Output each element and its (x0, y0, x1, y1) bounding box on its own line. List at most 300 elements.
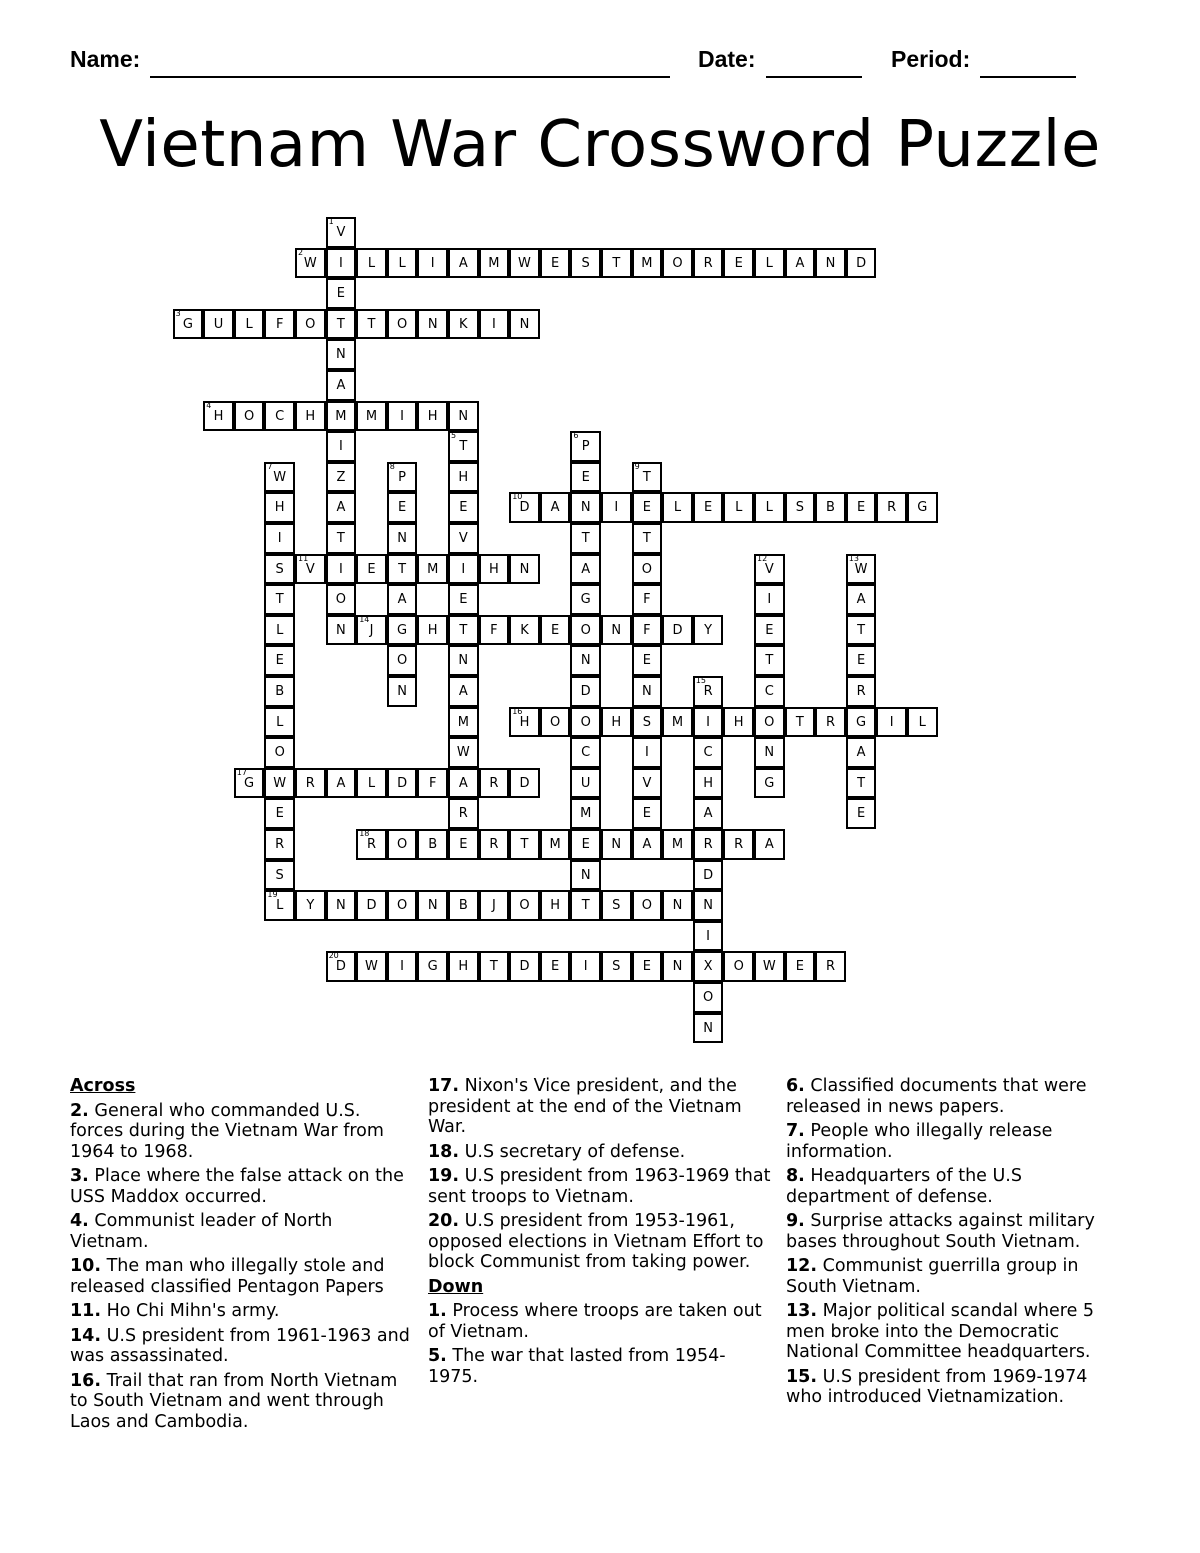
crossword-cell[interactable] (295, 768, 326, 799)
crossword-cell[interactable] (693, 982, 724, 1013)
crossword-cell[interactable] (632, 737, 663, 768)
crossword-cell[interactable] (448, 248, 479, 279)
crossword-cell[interactable] (846, 615, 877, 646)
crossword-cell[interactable] (723, 829, 754, 860)
crossword-cell[interactable] (570, 951, 601, 982)
crossword-cell[interactable] (509, 951, 540, 982)
crossword-cell[interactable] (570, 462, 601, 493)
cell-letter: A (795, 255, 805, 271)
crossword-cell[interactable] (479, 890, 510, 921)
crossword-cell[interactable] (846, 676, 877, 707)
crossword-cell[interactable] (754, 829, 785, 860)
cell-letter: N (458, 653, 469, 669)
crossword-cell[interactable] (356, 768, 387, 799)
crossword-cell[interactable] (693, 676, 724, 707)
crossword-cell[interactable] (815, 707, 846, 738)
crossword-cell[interactable] (723, 707, 754, 738)
crossword-cell[interactable] (203, 401, 234, 432)
cell-letter: L (276, 714, 284, 730)
crossword-cell[interactable] (601, 890, 632, 921)
clue-down-7: 7. People who illegally release information. (786, 1121, 1053, 1162)
crossword-cell[interactable] (846, 554, 877, 585)
cell-letter: M (457, 714, 469, 730)
crossword-cell[interactable] (387, 492, 418, 523)
cell-letter: P (398, 469, 407, 485)
crossword-cell[interactable] (632, 676, 663, 707)
crossword-cell[interactable] (448, 309, 479, 340)
crossword-cell[interactable] (295, 248, 326, 279)
crossword-cell[interactable] (540, 829, 571, 860)
crossword-cell[interactable] (632, 554, 663, 585)
crossword-cell[interactable] (234, 401, 265, 432)
crossword-cell[interactable] (632, 462, 663, 493)
crossword-cell[interactable] (693, 1013, 724, 1044)
crossword-cell[interactable] (632, 248, 663, 279)
crossword-cell[interactable] (234, 768, 265, 799)
crossword-cell[interactable] (326, 339, 357, 370)
crossword-cell[interactable] (632, 615, 663, 646)
crossword-cell[interactable] (509, 707, 540, 738)
cell-letter: N (764, 745, 775, 761)
crossword-cell[interactable] (326, 248, 357, 279)
crossword-cell[interactable] (479, 554, 510, 585)
crossword-cell[interactable] (356, 951, 387, 982)
crossword-cell[interactable] (264, 309, 295, 340)
crossword-cell[interactable] (326, 278, 357, 309)
crossword-cell[interactable] (570, 676, 601, 707)
crossword-cell[interactable] (203, 309, 234, 340)
cell-letter: M (549, 837, 561, 852)
crossword-cell[interactable] (693, 890, 724, 921)
cell-letter: N (519, 561, 530, 577)
crossword-cell[interactable] (815, 951, 846, 982)
crossword-cell[interactable] (723, 248, 754, 279)
crossword-cell[interactable] (479, 951, 510, 982)
crossword-cell[interactable] (662, 829, 693, 860)
crossword-cell[interactable] (632, 584, 663, 615)
cell-letter: T (520, 837, 529, 852)
crossword-cell[interactable] (295, 554, 326, 585)
crossword-cell[interactable] (448, 584, 479, 615)
crossword-cell[interactable] (907, 492, 938, 523)
crossword-cell[interactable] (570, 554, 601, 585)
crossword-cell[interactable] (693, 768, 724, 799)
crossword-cell[interactable] (632, 768, 663, 799)
crossword-cell[interactable] (846, 492, 877, 523)
crossword-cell[interactable] (417, 401, 448, 432)
crossword-cell[interactable] (693, 248, 724, 279)
cell-letter: A (336, 775, 346, 791)
crossword-cell[interactable] (632, 523, 663, 554)
crossword-cell[interactable] (785, 951, 816, 982)
crossword-cell[interactable] (540, 951, 571, 982)
crossword-cell[interactable] (570, 431, 601, 462)
cell-letter: O (549, 714, 561, 730)
cell-letter: F (428, 775, 437, 791)
crossword-cell[interactable] (570, 737, 601, 768)
cell-letter: M (335, 408, 347, 424)
crossword-cell[interactable] (632, 707, 663, 738)
crossword-cell[interactable] (448, 951, 479, 982)
crossword-cell[interactable] (509, 768, 540, 799)
crossword-cell[interactable] (509, 890, 540, 921)
crossword-cell[interactable] (540, 492, 571, 523)
crossword-cell[interactable] (693, 860, 724, 891)
crossword-cell[interactable] (448, 462, 479, 493)
crossword-cell[interactable] (479, 829, 510, 860)
crossword-cell[interactable] (356, 309, 387, 340)
crossword-cell[interactable] (632, 829, 663, 860)
crossword-cell[interactable] (356, 248, 387, 279)
crossword-cell[interactable] (264, 462, 295, 493)
crossword-cell[interactable] (509, 309, 540, 340)
cell-letter: K (520, 622, 529, 638)
crossword-cell[interactable] (509, 554, 540, 585)
crossword-cell[interactable] (417, 554, 448, 585)
crossword-cell[interactable] (417, 615, 448, 646)
cell-letter: T (275, 592, 284, 608)
cell-letter: O (396, 316, 408, 332)
cell-letter: M (365, 408, 378, 424)
crossword-cell[interactable] (570, 860, 601, 891)
cell-letter: T (581, 531, 590, 546)
crossword-cell[interactable] (785, 248, 816, 279)
cell-letter: C (581, 745, 591, 761)
crossword-cell[interactable] (448, 768, 479, 799)
crossword-cell[interactable] (264, 523, 295, 554)
cell-letter: M (488, 255, 500, 271)
crossword-cell[interactable] (326, 554, 357, 585)
crossword-cell[interactable] (264, 737, 295, 768)
across-heading: Across (70, 1076, 136, 1096)
clue-number: 13 (848, 553, 859, 563)
crossword-cell[interactable] (387, 768, 418, 799)
cell-letter: E (795, 959, 804, 975)
cell-letter: W (273, 775, 287, 791)
crossword-cell[interactable] (632, 645, 663, 676)
crossword-cell[interactable] (570, 584, 601, 615)
cell-letter: C (764, 684, 774, 699)
crossword-cell[interactable] (662, 951, 693, 982)
cell-letter: B (275, 684, 285, 699)
crossword-cell[interactable] (570, 645, 601, 676)
crossword-cell[interactable] (570, 707, 601, 738)
cell-letter: A (856, 745, 866, 761)
cell-letter: R (703, 684, 713, 699)
crossword-cell[interactable] (479, 768, 510, 799)
crossword-cell[interactable] (693, 829, 724, 860)
crossword-cell[interactable] (356, 554, 387, 585)
crossword-cell[interactable] (326, 523, 357, 554)
crossword-cell[interactable] (754, 492, 785, 523)
crossword-cell[interactable] (570, 798, 601, 829)
crossword-cell[interactable] (540, 890, 571, 921)
crossword-cell[interactable] (509, 829, 540, 860)
crossword-cell[interactable] (387, 554, 418, 585)
crossword-cell[interactable] (326, 768, 357, 799)
crossword-cell[interactable] (570, 523, 601, 554)
clue-number: 12 (757, 553, 768, 563)
crossword-cell[interactable] (264, 401, 295, 432)
crossword-cell[interactable] (417, 768, 448, 799)
crossword-cell[interactable] (234, 309, 265, 340)
crossword-cell[interactable] (326, 951, 357, 982)
crossword-cell[interactable] (846, 737, 877, 768)
crossword-cell[interactable] (326, 217, 357, 248)
cell-letter: N (397, 684, 407, 699)
crossword-cell[interactable] (264, 615, 295, 646)
cell-letter: F (643, 622, 651, 638)
crossword-cell[interactable] (387, 645, 418, 676)
cell-letter: R (275, 837, 285, 852)
crossword-cell[interactable] (570, 829, 601, 860)
cell-letter: C (275, 408, 285, 424)
cell-letter: L (765, 500, 773, 516)
crossword-cell[interactable] (662, 492, 693, 523)
cell-letter: E (275, 653, 284, 669)
crossword-cell[interactable] (264, 554, 295, 585)
cell-letter: N (336, 347, 346, 363)
cell-letter: T (795, 714, 804, 730)
crossword-cell[interactable] (448, 829, 479, 860)
crossword-cell[interactable] (662, 248, 693, 279)
crossword-cell[interactable] (693, 921, 724, 952)
crossword-cell[interactable] (509, 248, 540, 279)
cell-letter: A (703, 806, 713, 822)
cell-letter: O (305, 316, 316, 332)
clue-number: 18 (359, 829, 370, 838)
crossword-cell[interactable] (479, 309, 510, 340)
crossword-cell[interactable] (295, 401, 326, 432)
crossword-cell[interactable] (570, 615, 601, 646)
crossword-cell[interactable] (693, 798, 724, 829)
crossword-cell[interactable] (387, 615, 418, 646)
crossword-cell[interactable] (754, 707, 785, 738)
crossword-cell[interactable] (417, 951, 448, 982)
cell-letter: D (519, 775, 530, 791)
clue-number: 16 (512, 706, 523, 716)
crossword-cell[interactable] (448, 554, 479, 585)
crossword-cell[interactable] (754, 615, 785, 646)
crossword-cell[interactable] (448, 492, 479, 523)
crossword-cell[interactable] (448, 890, 479, 921)
crossword-cell[interactable] (264, 707, 295, 738)
cell-letter: T (489, 959, 498, 975)
cell-letter: T (336, 531, 345, 546)
cell-letter: W (303, 255, 317, 271)
crossword-cell[interactable] (693, 707, 724, 738)
cell-letter: O (672, 255, 683, 271)
cell-letter: E (856, 500, 866, 516)
crossword-cell[interactable] (846, 768, 877, 799)
crossword-cell[interactable] (387, 890, 418, 921)
crossword-cell[interactable] (601, 829, 632, 860)
crossword-cell[interactable] (326, 615, 357, 646)
crossword-cell[interactable] (754, 737, 785, 768)
crossword-cell[interactable] (662, 615, 693, 646)
crossword-cell[interactable] (387, 401, 418, 432)
cell-letter: C (703, 745, 713, 761)
crossword-cell[interactable] (264, 676, 295, 707)
crossword-cell[interactable] (540, 615, 571, 646)
crossword-cell[interactable] (876, 707, 907, 738)
crossword-cell[interactable] (601, 492, 632, 523)
crossword-cell[interactable] (264, 860, 295, 891)
crossword-cell[interactable] (693, 951, 724, 982)
crossword-cell[interactable] (754, 248, 785, 279)
crossword-cell[interactable] (295, 309, 326, 340)
cell-letter: R (489, 775, 499, 791)
crossword-cell[interactable] (448, 431, 479, 462)
crossword-cell[interactable] (387, 676, 418, 707)
cell-letter: N (580, 500, 591, 516)
cell-letter: Y (704, 622, 713, 638)
crossword-cell[interactable] (356, 890, 387, 921)
cell-letter: A (764, 837, 774, 852)
crossword-cell[interactable] (509, 492, 540, 523)
crossword-cell[interactable] (479, 615, 510, 646)
crossword-cell[interactable] (754, 554, 785, 585)
crossword-cell[interactable] (326, 431, 357, 462)
crossword-cell[interactable] (326, 370, 357, 401)
cell-letter: E (642, 500, 651, 516)
cell-letter: D (397, 775, 408, 791)
crossword-cell[interactable] (815, 492, 846, 523)
crossword-cell[interactable] (601, 615, 632, 646)
crossword-cell[interactable] (509, 615, 540, 646)
crossword-cell[interactable] (632, 492, 663, 523)
crossword-cell[interactable] (448, 676, 479, 707)
crossword-cell[interactable] (326, 890, 357, 921)
crossword-cell[interactable] (264, 492, 295, 523)
crossword-cell[interactable] (662, 890, 693, 921)
crossword-cell[interactable] (448, 707, 479, 738)
crossword-cell[interactable] (662, 707, 693, 738)
cell-letter: O (396, 898, 408, 914)
cell-letter: J (369, 622, 374, 638)
crossword-cell[interactable] (448, 645, 479, 676)
crossword-cell[interactable] (479, 248, 510, 279)
cell-letter: D (335, 959, 346, 975)
crossword-cell[interactable] (907, 707, 938, 738)
crossword-cell[interactable] (448, 523, 479, 554)
crossword-cell[interactable] (417, 890, 448, 921)
crossword-cell[interactable] (632, 798, 663, 829)
crossword-cell[interactable] (326, 401, 357, 432)
crossword-cell[interactable] (785, 492, 816, 523)
crossword-cell[interactable] (815, 248, 846, 279)
crossword-cell[interactable] (693, 615, 724, 646)
crossword-cell[interactable] (264, 584, 295, 615)
cell-letter: O (580, 714, 591, 730)
crossword-cell[interactable] (876, 492, 907, 523)
crossword-cell[interactable] (570, 890, 601, 921)
crossword-cell[interactable] (356, 615, 387, 646)
crossword-cell[interactable] (326, 584, 357, 615)
crossword-cell[interactable] (693, 492, 724, 523)
crossword-cell[interactable] (356, 401, 387, 432)
crossword-cell[interactable] (846, 798, 877, 829)
period-label: Period: (891, 46, 971, 72)
crossword-cell[interactable] (387, 951, 418, 982)
crossword-cell[interactable] (632, 951, 663, 982)
crossword-cell[interactable] (417, 248, 448, 279)
crossword-cell[interactable] (387, 523, 418, 554)
crossword-cell[interactable] (785, 707, 816, 738)
crossword-cell[interactable] (601, 707, 632, 738)
crossword-cell[interactable] (754, 584, 785, 615)
crossword-cell[interactable] (264, 798, 295, 829)
crossword-cell[interactable] (173, 309, 204, 340)
crossword-cell[interactable] (356, 829, 387, 860)
crossword-cell[interactable] (570, 768, 601, 799)
crossword-cell[interactable] (570, 248, 601, 279)
crossword-cell[interactable] (295, 890, 326, 921)
cell-letter: E (550, 959, 560, 975)
cell-letter: R (458, 806, 468, 822)
crossword-cell[interactable] (846, 707, 877, 738)
crossword-cell[interactable] (264, 829, 295, 860)
crossword-cell[interactable] (448, 615, 479, 646)
crossword-cell[interactable] (326, 462, 357, 493)
crossword-cell[interactable] (540, 707, 571, 738)
crossword-cell[interactable] (387, 248, 418, 279)
crossword-cell[interactable] (387, 584, 418, 615)
crossword-cell[interactable] (387, 309, 418, 340)
cell-letter: O (641, 898, 652, 914)
crossword-cell[interactable] (387, 829, 418, 860)
crossword-cell[interactable] (632, 890, 663, 921)
crossword-cell[interactable] (448, 798, 479, 829)
crossword-cell[interactable] (326, 309, 357, 340)
crossword-cell[interactable] (448, 401, 479, 432)
crossword-cell[interactable] (264, 768, 295, 799)
clue-down-15: 15. U.S president from 1969-1974 who introduced Vietnamization. (786, 1366, 1088, 1407)
cell-letter: N (427, 898, 438, 914)
crossword-cell[interactable] (264, 890, 295, 921)
crossword-cell[interactable] (754, 645, 785, 676)
crossword-cell[interactable] (846, 248, 877, 279)
crossword-cell[interactable] (387, 462, 418, 493)
crossword-cell[interactable] (601, 248, 632, 279)
crossword-cell[interactable] (326, 492, 357, 523)
crossword-cell[interactable] (754, 768, 785, 799)
crossword-cell[interactable] (754, 676, 785, 707)
crossword-cell[interactable] (754, 951, 785, 982)
clue-across-4: 4. Communist leader of North Vietnam. (70, 1211, 333, 1252)
crossword-cell[interactable] (540, 248, 571, 279)
cell-letter: T (642, 531, 651, 546)
crossword-cell[interactable] (846, 584, 877, 615)
crossword-cell[interactable] (723, 951, 754, 982)
crossword-cell[interactable] (417, 829, 448, 860)
cell-letter: N (672, 898, 683, 914)
cell-letter: H (458, 959, 469, 975)
crossword-cell[interactable] (417, 309, 448, 340)
cell-letter: R (305, 775, 315, 791)
crossword-cell[interactable] (264, 645, 295, 676)
crossword-cell[interactable] (601, 951, 632, 982)
crossword-cell[interactable] (693, 737, 724, 768)
clue-number: 7 (267, 461, 273, 471)
crossword-cell[interactable] (723, 492, 754, 523)
crossword-cell[interactable] (570, 492, 601, 523)
cell-letter: E (581, 469, 590, 485)
crossword-cell[interactable] (846, 645, 877, 676)
cell-letter: N (825, 255, 836, 271)
crossword-cell[interactable] (448, 737, 479, 768)
cell-letter: G (856, 714, 867, 730)
